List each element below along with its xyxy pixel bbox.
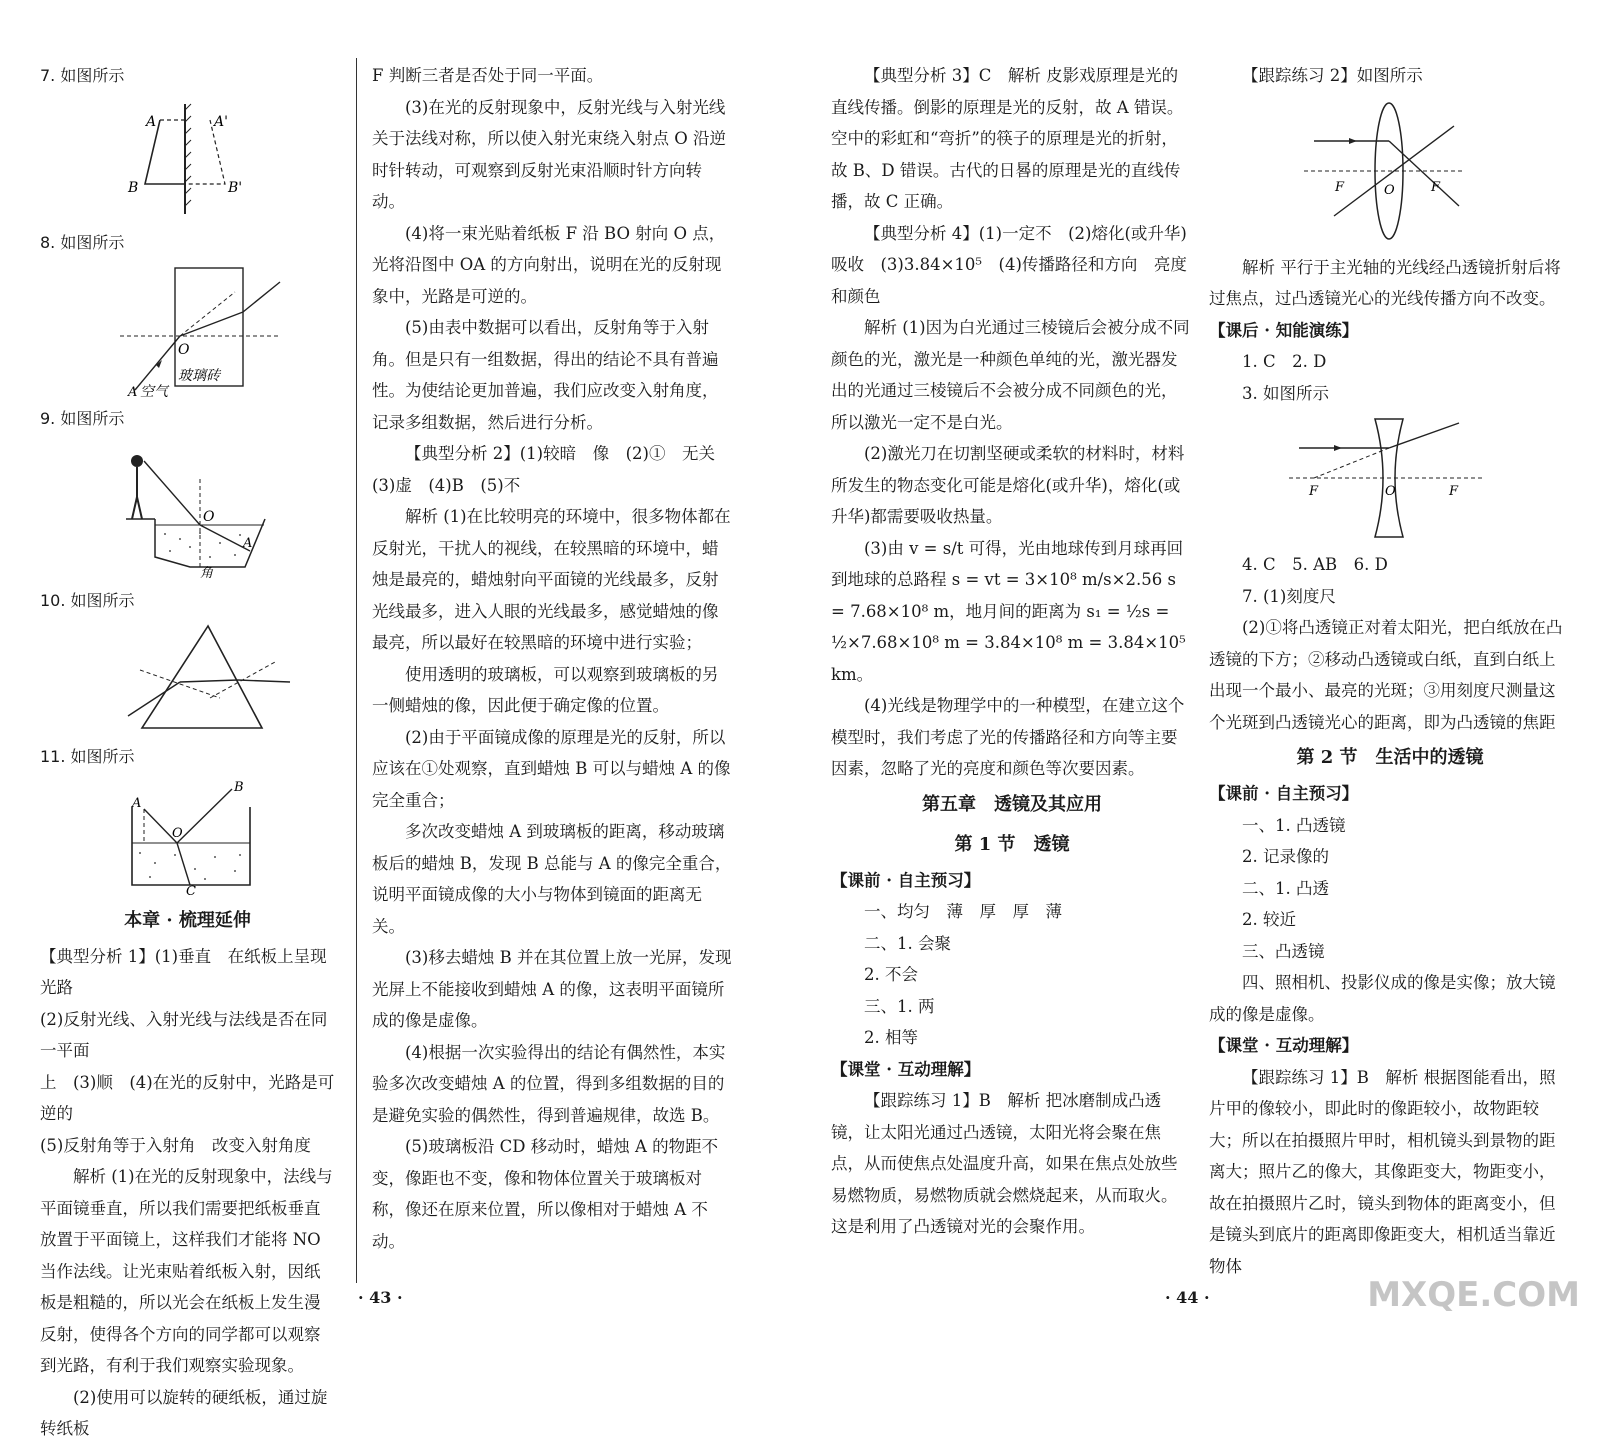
list-item: 4. C 5. AB 6. D: [1242, 555, 1388, 574]
analysis-1-line-1: 【典型分析 1】(1)垂直 在纸板上呈现光路: [40, 946, 327, 997]
list-item: 二、1. 凸透: [1242, 878, 1329, 898]
section-title: 第 1 节 透镜: [954, 833, 1070, 855]
list-item: 3. 如图所示: [1242, 383, 1329, 403]
analysis-3: 【典型分析 3】C 解析 皮影戏原理是光的直线传播。倒影的原理是光的反射，故 A 错误。空中的彩虹和“弯折”的筷子的原理是光的折射，故 B、D 错误。古代的日晷的原理是光的直线传播，故 C 正确。: [831, 66, 1184, 211]
right-column-2: [1209, 60, 1571, 1282]
text-paragraph: (4)将一束光贴着纸板 F 沿 BO 射向 O 点，光将沿图中 OA 的方向射出，说明在光的反射现象中，光路是可逆的。: [372, 223, 726, 306]
q7-label-b2: B': [228, 179, 243, 196]
q9-label-angle: 角: [200, 565, 214, 579]
q8-label: 8. 如图所示: [40, 232, 125, 252]
q7-label: 7. 如图所示: [40, 66, 125, 85]
q11-label-b: B: [234, 779, 244, 795]
list-item: 三、凸透镜: [1242, 941, 1325, 961]
text-paragraph: (4)光线是物理学中的一种模型，在建立这个模型时，我们考虑了光的传播路径和方向等主要因素，忽略了光的亮度和颜色等次要因素。: [831, 696, 1185, 778]
text-paragraph: 使用透明的玻璃板，可以观察到玻璃板的另一侧蜡烛的像，因此便于确定像的位置。: [372, 664, 719, 715]
list-item: 一、1. 凸透镜: [1242, 815, 1346, 835]
text-paragraph: (4)根据一次实验得出的结论有偶然性，本实验多次改变蜡烛 A 的位置，得到多组数据的目的是避免实验的偶然性，得到普遍规律，故选 B。: [372, 1042, 726, 1125]
text-paragraph: (3)在光的反射现象中，反射光线与入射光线关于法线对称，所以使入射光束绕入射点 O 沿逆时针转动，可观察到反射光束沿顺时针方向转动。: [372, 97, 727, 211]
page-number-right: · 44 ·: [1165, 1288, 1210, 1307]
track-exercise-2-explanation: 解析 平行于主光轴的光线经凸透镜折射后将过焦点，过凸透镜光心的光线传播方向不改变。: [1209, 257, 1561, 308]
q7-mirror-diagram: [40, 96, 320, 221]
text-paragraph: 解析 (1)因为白光通过三棱镜后会被分成不同颜色的光，激光是一种颜色单纯的光，激光器发出的光通过三棱镜后不会被分成不同颜色的光，所以激光一定不是白光。: [831, 318, 1190, 432]
right-page: [805, 0, 1600, 1323]
q8-glass-block-diagram: [40, 262, 320, 397]
in-class-label: 【课堂 · 互动理解】: [831, 1059, 981, 1079]
q10-prism-diagram: [40, 620, 320, 735]
after-class-label: 【课后 · 知能演练】: [1209, 320, 1359, 340]
list-item: 一、均匀 薄 厚 厚 薄: [864, 902, 1062, 921]
text-paragraph: (2)①将凸透镜正对着太阳光，把白纸放在凸透镜的下方；②移动凸透镜或白纸，直到白纸上出现一个最小、最亮的光斑；③用刻度尺测量这个光斑到凸透镜光心的距离，即为凸透镜的焦距: [1209, 618, 1563, 732]
in-class-label-2: 【课堂 · 互动理解】: [1209, 1036, 1359, 1055]
text-paragraph: 解析 (1)在比较明亮的环境中，很多物体都在反射光，干扰人的视线，在较黑暗的环境中，蜡烛是最亮的，蜡烛射向平面镜的光线最多，反射光线最多，进入人眼的光线最多，感觉蜡烛的像最亮，所以最好在较黑暗的环境中进行实验；: [372, 507, 731, 652]
analysis-1-line-2: (2)反射光线、入射光线与法线是否在同一平面: [40, 1009, 328, 1060]
lens-focus-right: F: [1431, 179, 1441, 195]
q9-label-o: O: [203, 508, 215, 525]
list-item: 1. C 2. D: [1242, 352, 1327, 371]
concave-lens-diagram: [1209, 413, 1571, 543]
q11-label-a: A: [132, 795, 142, 811]
section-chapter-review: 本章 · 梳理延伸: [124, 909, 251, 931]
list-item: 2. 相等: [864, 1028, 918, 1047]
analysis-1-line-4: (5)反射角等于入射角 改变入射角度: [40, 1135, 311, 1155]
analysis-1-explanation-2: (2)使用可以旋转的硬纸板，通过旋转纸板: [40, 1387, 328, 1438]
list-item: 二、1. 会聚: [864, 933, 951, 953]
convex-lens-diagram: [1209, 96, 1571, 246]
q9-label-a: A: [243, 535, 253, 551]
concave-center: O: [1385, 484, 1396, 499]
list-item: 2. 较近: [1242, 910, 1296, 929]
analysis-1-line-3: 上 (3)顺 (4)在光的反射中，光路是可逆的: [40, 1072, 335, 1123]
chapter-title: 第五章 透镜及其应用: [922, 793, 1102, 815]
list-item: 2. 不会: [864, 965, 918, 984]
text-paragraph: (2)由于平面镜成像的原理是光的反射，所以应该在①处观察，直到蜡烛 B 可以与蜡烛 A 的像完全重合；: [372, 727, 731, 810]
text-paragraph: (3)由 v = s/t 可得，光由地球传到月球再回到地球的总路程 s = vt = 3×10⁸ m/s×2.56 s = 7.68×10⁸ m，地月间的距离为 s₁ = ½s = ½×7.68×10⁸ m = 3.84×10⁸ m = 3.84×10⁵ km。: [831, 538, 1186, 684]
q11-label-o: O: [172, 825, 183, 841]
q11-label-c: C: [186, 883, 196, 895]
q8-label-o: O: [178, 342, 190, 358]
q9-pool-diagram: [40, 439, 320, 579]
pre-class-label-2: 【课前 · 自主预习】: [1209, 784, 1359, 803]
column-divider: [356, 58, 357, 1283]
right-column-1: [831, 60, 1204, 1243]
q7-label-b: B: [128, 179, 139, 196]
text-paragraph: (5)玻璃板沿 CD 移动时，蜡烛 A 的物距不变，像距也不变，像和物体位置关于玻璃板对称，像还在原来位置，所以像相对于蜡烛 A 不动。: [372, 1137, 719, 1251]
track-exercise-1b: 【跟踪练习 1】B 解析 根据图能看出，照片甲的像较小，即此时的像距较小，故物距较大；所以在拍摄照片甲时，相机镜头到景物的距离大；照片乙的像大，其像距变大，物距变小，故在拍摄照片乙时，镜头到物体的距离变小，但是镜头到底片的距离即像距变大，相机适当靠近物体: [1209, 1067, 1556, 1276]
list-item: 2. 记录像的: [1242, 847, 1329, 866]
analysis-1-explanation: 解析 (1)在光的反射现象中，法线与平面镜垂直，所以我们需要把纸板垂直放置于平面镜上，这样我们才能将 NO 当作法线。让光束贴着纸板入射，因纸板是粗糙的，所以光会在纸板上发生漫反射，使得各个方向的同学都可以观察到光路，有利于我们观察实验现象。: [40, 1167, 333, 1375]
q8-label-glass: 玻璃砖: [178, 368, 220, 384]
text-paragraph: 多次改变蜡烛 A 到玻璃板的距离，移动玻璃板后的蜡烛 B，发现 B 总能与 A 的像完全重合，说明平面镜成像的大小与物体到镜面的距离无关。: [372, 822, 732, 936]
track-exercise-2-label: 【跟踪练习 2】如图所示: [1242, 66, 1423, 85]
text-paragraph: (5)由表中数据可以看出，反射角等于入射角。但是只有一组数据，得出的结论不具有普遍性。为使结论更加普遍，我们应改变入射角度，记录多组数据，然后进行分析。: [372, 318, 719, 432]
q10-label: 10. 如图所示: [40, 590, 135, 610]
q7-label-a: A: [146, 113, 157, 130]
q9-label: 9. 如图所示: [40, 409, 125, 428]
pre-class-label: 【课前 · 自主预习】: [831, 870, 981, 890]
concave-focus-right: F: [1449, 484, 1459, 499]
q11-label: 11. 如图所示: [40, 747, 135, 766]
left-column-2: [372, 60, 734, 1257]
list-item: 四、照相机、投影仪成的像是实像；放大镜成的像是虚像。: [1209, 973, 1556, 1024]
section-title-2: 第 2 节 生活中的透镜: [1296, 747, 1484, 768]
page-number-left: · 43 ·: [358, 1288, 403, 1307]
left-page: [0, 0, 795, 1438]
list-item: 7. (1)刻度尺: [1242, 586, 1336, 606]
list-item: 三、1. 两: [864, 996, 935, 1016]
text-paragraph: (2)激光刀在切割坚硬或柔软的材料时，材料所发生的物态变化可能是熔化(或升华)，熔化(或升华)都需要吸收热量。: [831, 444, 1185, 526]
q11-water-tank-diagram: [40, 777, 320, 895]
concave-focus-left: F: [1309, 484, 1319, 499]
watermark: MXQE.COM: [1367, 1275, 1580, 1315]
analysis-2-answer: 【典型分析 2】(1)较暗 像 (2)① 无关: [405, 444, 715, 463]
track-exercise-1: 【跟踪练习 1】B 解析 把冰磨制成凸透镜，让太阳光通过凸透镜，太阳光将会聚在焦点，从而使焦点处温度升高，如果在焦点处放些易燃物质，易燃物质就会燃烧起来，从而取火。这是利用了凸透镜对光的会聚作用。: [831, 1091, 1178, 1236]
left-column-1: [40, 60, 335, 1445]
text-paragraph: (3)移去蜡烛 B 并在其位置上放一光屏，发现光屏上不能接收到蜡烛 A 的像，这表明平面镜所成的像是虚像。: [372, 948, 732, 1030]
q8-label-air: 空气: [140, 384, 168, 397]
lens-focus-left: F: [1335, 179, 1345, 195]
q8-label-a: A: [128, 385, 138, 397]
analysis-2-answer-cont: (3)虚 (4)B (5)不: [372, 475, 521, 495]
lens-center: O: [1384, 182, 1395, 198]
q7-label-a2: A': [214, 113, 228, 130]
analysis-4-answer: 【典型分析 4】(1)一定不 (2)熔化(或升华) 吸收 (3)3.84×10⁵ (4)传播路径和方向 亮度和颜色: [831, 223, 1204, 306]
text-paragraph: F 判断三者是否处于同一平面。: [372, 66, 604, 85]
